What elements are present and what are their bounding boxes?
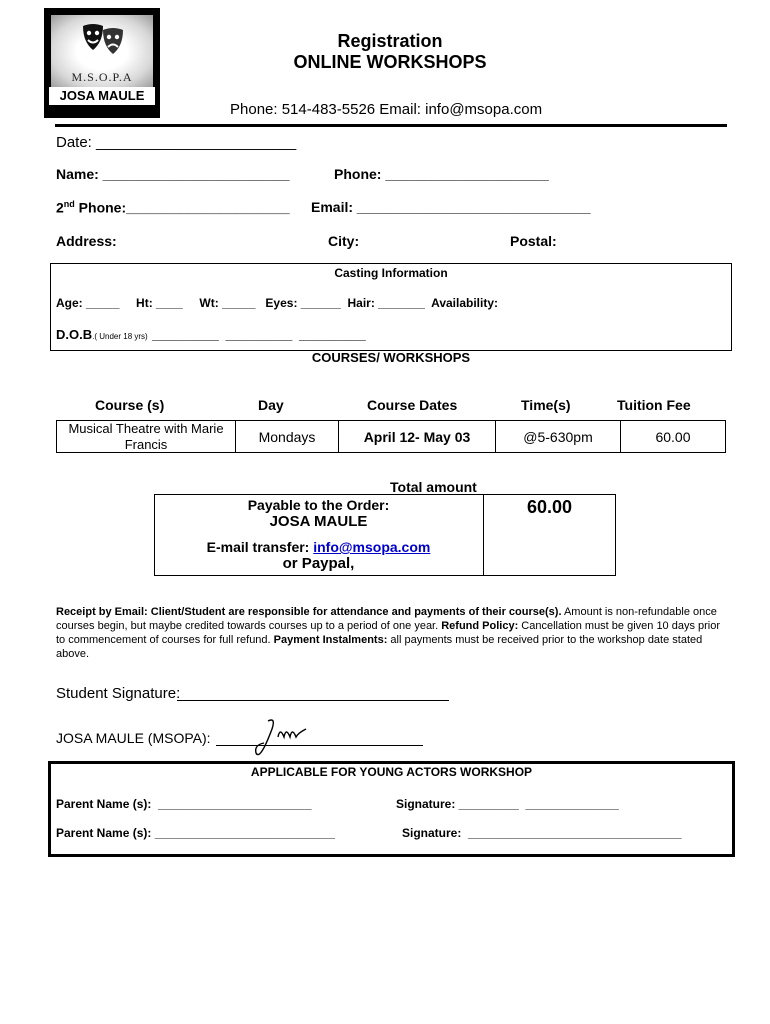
total-amount-value: 60.00 bbox=[526, 497, 573, 517]
parent-name-field-2[interactable]: Parent Name (s): ___________________________ bbox=[56, 826, 335, 840]
cell-dates: April 12- May 03 bbox=[339, 421, 496, 452]
header-divider bbox=[55, 124, 727, 127]
col-fee: Tuition Fee bbox=[617, 397, 691, 413]
logo-org-text: M.S.O.P.A bbox=[71, 70, 133, 84]
second-phone-prefix: 2 bbox=[56, 199, 64, 216]
etransfer-label: E-mail transfer: bbox=[206, 539, 314, 555]
page-title: Registration bbox=[337, 31, 443, 51]
cell-fee: 60.00 bbox=[655, 428, 691, 445]
terms-cancellation: Cancellation must be given 10 days prior to commencement of courses for full refund. bbox=[56, 620, 721, 646]
parent-name-field-1[interactable]: Parent Name (s): _______________________ bbox=[56, 797, 312, 811]
second-phone-label: Phone:_____________________ bbox=[74, 199, 290, 216]
terms-instalments: Payment Instalments: bbox=[273, 634, 388, 646]
handwritten-signature bbox=[250, 715, 320, 761]
casting-title: Casting Information bbox=[334, 266, 448, 280]
logo-name: JOSA MAULE bbox=[49, 87, 155, 105]
parent-signature-field-2[interactable]: Signature: ________________________________ bbox=[402, 826, 682, 840]
terms-instalments-text: all payments must be received prior to the workshop date stated above. bbox=[56, 634, 703, 660]
dob-label: D.O.B bbox=[56, 327, 93, 342]
email-field[interactable]: Email: ______________________________ bbox=[311, 199, 591, 215]
contact-info: Phone: 514-483-5526 Email: info@msopa.com bbox=[230, 101, 543, 118]
second-phone-sup: nd bbox=[63, 199, 75, 209]
terms-paragraph bbox=[56, 605, 728, 661]
postal-field[interactable]: Postal: bbox=[510, 233, 557, 249]
josa-signature-label: JOSA MAULE (MSOPA): bbox=[56, 730, 211, 746]
second-phone-field[interactable] bbox=[56, 199, 290, 216]
date-field[interactable]: Date: ________________________ bbox=[56, 134, 297, 151]
terms-refund-text: Amount is non-refundable once courses begin, but maybe credited towards courses up to a period of one year. bbox=[56, 606, 717, 632]
address-field[interactable]: Address: bbox=[56, 233, 117, 249]
col-time: Time(s) bbox=[521, 397, 571, 413]
etransfer-email-link[interactable]: info@msopa.com bbox=[313, 539, 431, 555]
page-subtitle: ONLINE WORKSHOPS bbox=[293, 52, 487, 72]
parent-signature-field-1[interactable]: Signature: _________ ______________ bbox=[396, 797, 619, 811]
col-dates: Course Dates bbox=[367, 397, 458, 413]
total-amount-label: Total amount bbox=[390, 479, 477, 495]
name-field[interactable]: Name: ________________________ bbox=[56, 166, 290, 182]
cell-day: Mondays bbox=[236, 421, 339, 452]
cell-course: Musical Theatre with Marie Francis bbox=[57, 421, 236, 452]
payee-name: JOSA MAULE bbox=[269, 513, 368, 530]
city-field[interactable]: City: bbox=[328, 233, 360, 249]
terms-refund-policy: Refund Policy: bbox=[441, 620, 519, 632]
student-signature-label: Student Signature: bbox=[56, 685, 181, 702]
dob-field[interactable] bbox=[56, 326, 366, 344]
col-day: Day bbox=[258, 397, 284, 413]
cell-time: @5-630pm bbox=[496, 421, 621, 452]
paypal-option: or Paypal, bbox=[282, 555, 355, 572]
student-signature-line[interactable] bbox=[177, 700, 449, 701]
payable-to-label: Payable to the Order: bbox=[247, 497, 390, 513]
casting-measurements[interactable]: Age: _____ Ht: ____ Wt: _____ Eyes: ______ Hair: _______ Availability: bbox=[56, 296, 499, 310]
dob-note: .( Under 18 yrs) _______________ _______________ _______________ bbox=[92, 332, 366, 341]
terms-receipt: Receipt by Email: Client/Student are responsible for attendance and payments of their course(s). bbox=[56, 606, 562, 618]
courses-heading: COURSES/ WORKSHOPS bbox=[311, 350, 471, 365]
young-actors-title: APPLICABLE FOR YOUNG ACTORS WORKSHOP bbox=[250, 765, 533, 779]
course-table-row bbox=[56, 420, 726, 453]
phone-field[interactable]: Phone: _____________________ bbox=[334, 166, 549, 182]
etransfer-line bbox=[154, 539, 483, 555]
col-course: Course (s) bbox=[95, 397, 165, 413]
